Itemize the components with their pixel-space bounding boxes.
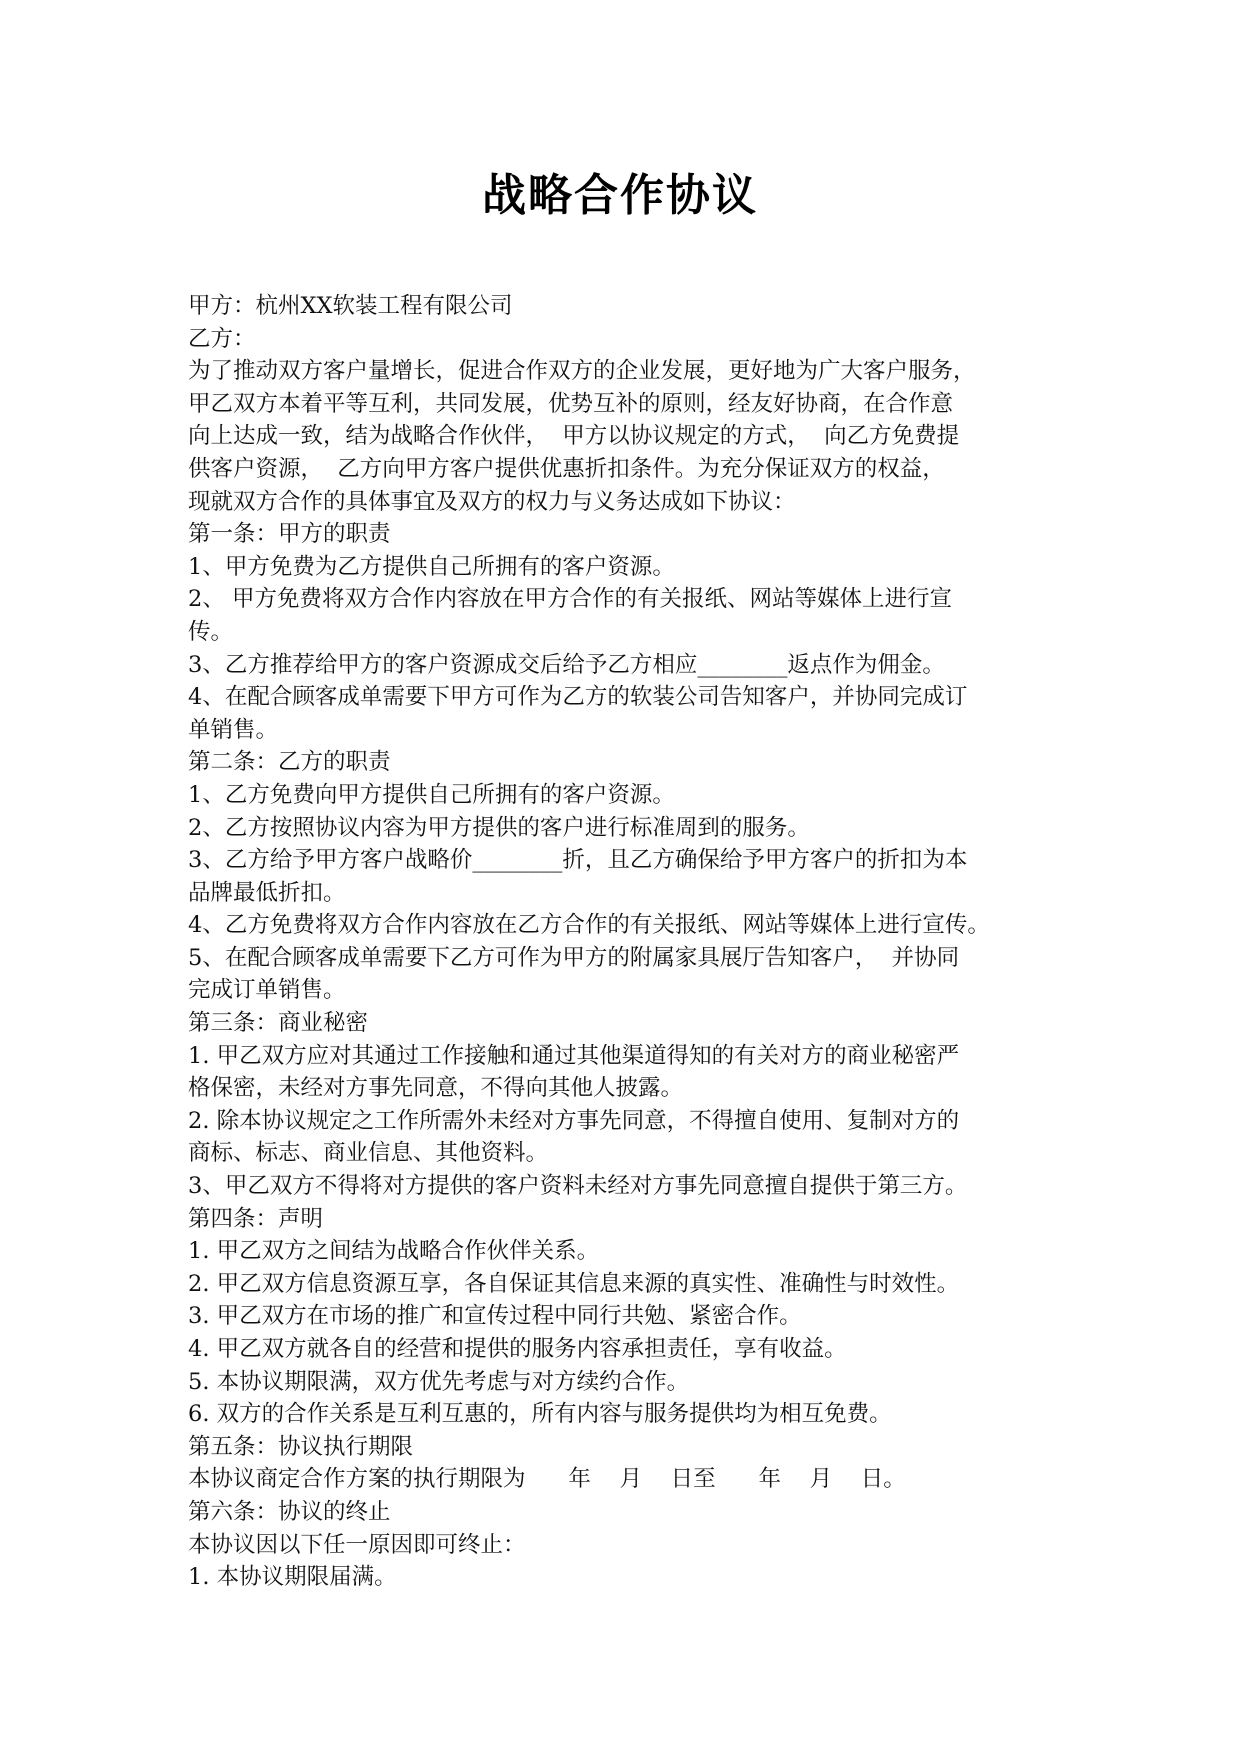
clause-line: 本协议因以下任一原因即可终止：: [188, 1531, 526, 1558]
term-line: 本协议商定合作方案的执行期限为 年 月 日至 年 月 日。: [188, 1466, 906, 1493]
clause-line: 品牌最低折扣。: [188, 879, 346, 906]
clause-line: 4. 甲乙双方就各自的经营和提供的服务内容承担责任，享有收益。: [188, 1336, 847, 1362]
preamble-line: 供客户资源， 乙方向甲方客户提供优惠折扣条件。为充分保证双方的权益，: [188, 455, 945, 482]
clause-line: 2、 甲方免费将双方合作内容放在甲方合作的有关报纸、网站等媒体上进行宣: [188, 586, 952, 613]
document-body: [188, 290, 1068, 1594]
clause-line: 1、乙方免费向甲方提供自己所拥有的客户资源。: [188, 781, 675, 808]
clause-line: 1. 甲乙双方应对其通过工作接触和通过其他渠道得知的有关对方的商业秘密严: [188, 1042, 960, 1069]
preamble-line: 为了推动双方客户量增长，促进合作双方的企业发展，更好地为广大客户服务，: [188, 358, 976, 385]
clause-line: 格保密，未经对方事先同意，不得向其他人披露。: [188, 1075, 684, 1102]
clause-line: 传。: [188, 618, 234, 645]
clause-line: 3、乙方给予甲方客户战略价________折，且乙方确保给予甲方客户的折扣为本: [188, 847, 968, 874]
clause-line: 5、在配合顾客成单需要下乙方可作为甲方的附属家具展厅告知客户， 并协同: [188, 944, 960, 971]
preamble-line: 甲乙双方本着平等互利，共同发展，优势互补的原则，经友好协商，在合作意: [188, 390, 954, 417]
article-heading: 第三条：商业秘密: [188, 1010, 369, 1037]
party-a-line: 甲方：杭州XX软装工程有限公司: [188, 293, 513, 319]
clause-line: 5. 本协议期限满，双方优先考虑与对方续约合作。: [188, 1368, 690, 1395]
clause-line: 6. 双方的合作关系是互利互惠的，所有内容与服务提供均为相互免费。: [188, 1401, 892, 1428]
clause-line: 2、乙方按照协议内容为甲方提供的客户进行标准周到的服务。: [188, 814, 810, 841]
clause-line: 单销售。: [188, 716, 279, 743]
article-heading: 第一条：甲方的职责: [188, 521, 391, 548]
clause-line: 4、在配合顾客成单需要下甲方可作为乙方的软装公司告知客户，并协同完成订: [188, 684, 968, 711]
preamble-line: 向上达成一致，结为战略合作伙伴， 甲方以协议规定的方式， 向乙方免费提: [188, 423, 960, 450]
preamble-line: 现就双方合作的具体事宜及双方的权力与义务达成如下协议：: [188, 488, 796, 515]
clause-line: 1、甲方免费为乙方提供自己所拥有的客户资源。: [188, 553, 675, 580]
clause-line: 2. 甲乙双方信息资源互享，各自保证其信息来源的真实性、准确性与时效性。: [188, 1270, 960, 1297]
clause-line: 1. 本协议期限届满。: [188, 1564, 397, 1591]
article-heading: 第五条：协议执行期限: [188, 1433, 414, 1460]
clause-line: 2. 除本协议规定之工作所需外未经对方事先同意，不得擅自使用、复制对方的: [188, 1107, 960, 1134]
article-heading: 第六条：协议的终止: [188, 1498, 391, 1525]
document-title: 战略合作协议: [482, 170, 758, 221]
clause-line: 完成订单销售。: [188, 977, 346, 1004]
party-b-line: 乙方：: [188, 325, 256, 352]
clause-line: 3、乙方推荐给甲方的客户资源成交后给予乙方相应________返点作为佣金。: [188, 651, 945, 678]
clause-line: 3. 甲乙双方在市场的推广和宣传过程中同行共勉、紧密合作。: [188, 1303, 802, 1330]
clause-line: 3、甲乙双方不得将对方提供的客户资料未经对方事先同意擅自提供于第三方。: [188, 1173, 968, 1200]
article-heading: 第四条：声明: [188, 1205, 324, 1232]
clause-line: 1. 甲乙双方之间结为战略合作伙伴关系。: [188, 1238, 600, 1265]
clause-line: 商标、标志、商业信息、其他资料。: [188, 1140, 549, 1167]
article-heading: 第二条：乙方的职责: [188, 749, 391, 776]
clause-line: 4、乙方免费将双方合作内容放在乙方合作的有关报纸、网站等媒体上进行宣传。: [188, 912, 990, 939]
